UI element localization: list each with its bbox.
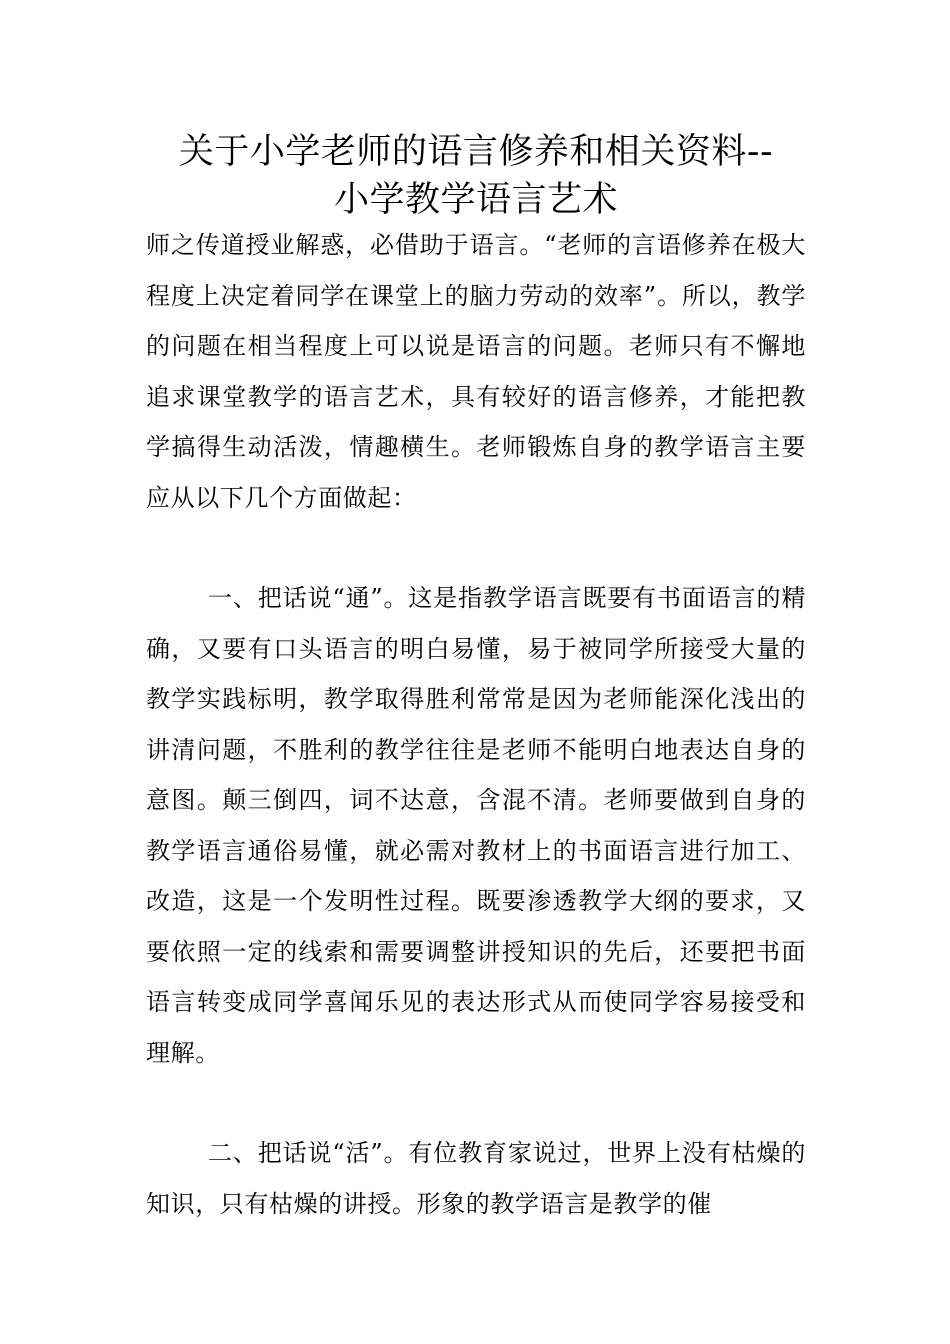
paragraph-spacer	[146, 523, 806, 573]
paragraph-intro: 师之传道授业解惑，必借助于语言。“老师的言语修养在极大程度上决定着同学在课堂上的脑力劳动的效率”。所以，教学的问题在相当程度上可以说是语言的问题。老师只有不懈地追求课堂教学的语言艺术，具有较好的语言修养，才能把教学搞得生动活泼，情趣横生。老师锻炼自身的教学语言主要应从以下几个方面做起：	[146, 231, 806, 512]
paragraph-section-1: 一、把话说“通”。这是指教学语言既要有书面语言的精确，又要有口头语言的明白易懂，易于被同学所接受大量的教学实践标明，教学取得胜利常常是因为老师能深化浅出的讲清问题，不胜利的教学往往是老师不能明白地表达自身的意图。颠三倒四，词不达意，含混不清。老师要做到自身的教学语言通俗易懂，就必需对教材上的书面语言进行加工、改造，这是一个发明性过程。既要渗透教学大纲的要求，又要依照一定的线索和需要调整讲授知识的先后，还要把书面语言转变成同学喜闻乐见的表达形式从而使同学容易接受和理解。	[146, 584, 806, 1067]
title-line-2: 小学教学语言艺术	[333, 180, 618, 220]
document-page	[146, 128, 806, 1229]
title-line-1: 关于小学老师的语言修养和相关资料--	[178, 132, 774, 172]
paragraph-section-2: 二、把话说“活”。有位教育家说过，世界上没有枯燥的知识，只有枯燥的讲授。形象的教学语言是教学的催	[146, 1139, 806, 1218]
document-title	[146, 128, 806, 224]
paragraph-spacer	[146, 1078, 806, 1128]
